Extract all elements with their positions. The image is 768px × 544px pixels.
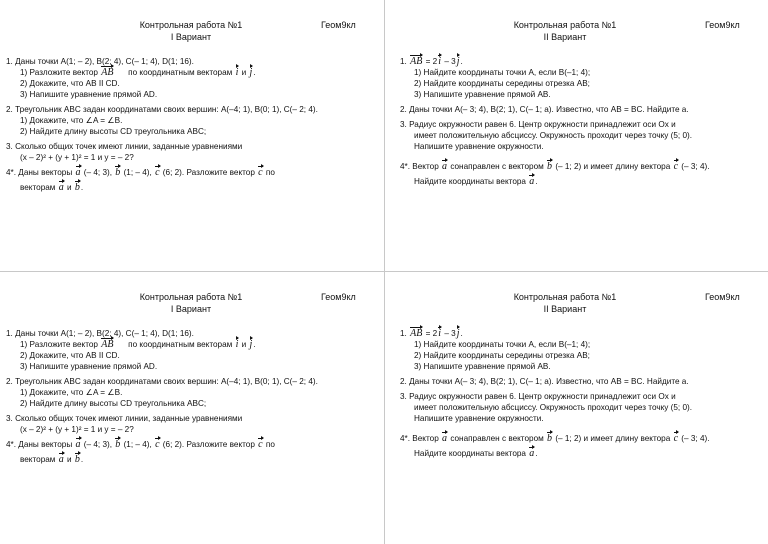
vector-ab: AB [101,67,114,78]
vector-c: c [155,167,160,178]
task-4: 4*. Даны векторы a (– 4; 3), b (1; – 4), c (6; 2). Разложите вектор c по [6,439,275,450]
card-grade: Геом9кл [321,20,356,30]
task-1-3: 3) Напишите уравнение прямой AD. [20,90,158,99]
card-title: Контрольная работа №1 [513,292,617,302]
task-2-2: 2) Найдите длину высоты CD треугольника ABC; [20,127,207,136]
card-grade: Геом9кл [321,292,356,302]
task-3: 3. Радиус окружности равен 6. Центр окружности принадлежит оси Ox и [400,120,676,129]
vector-a: a [442,161,448,172]
task-1-3: 3) Напишите уравнение прямой AD. [20,362,158,371]
vector-a: a [58,454,64,465]
card-title: Контрольная работа №1 [513,20,617,30]
task-3-eq: (x – 2)² + (y + 1)² = 1 и y = – 2? [20,425,134,434]
task-4: 4*. Вектор a сонаправлен с вектором b (– 1; 2) и имеет длину вектора c (– 3; 4). [400,433,710,444]
task-list [400,328,762,459]
vector-ab: AB [101,339,114,350]
card-variant: II Вариант [543,304,587,314]
vector-c: c [258,439,263,450]
task-2-1: 1) Докажите, что ∠A = ∠B. [20,116,123,125]
task-4-cont: Найдите координаты вектора a. [414,448,538,459]
task-2: 2. Треугольник ABC задан координатами своих вершин: A(–4; 1), B(0; 1), C(– 2; 4). [6,377,318,386]
task-1-2: 2) Докажите, что AB II CD. [20,351,120,360]
vector-j: j [249,67,253,78]
task-3: 3. Радиус окружности равен 6. Центр окружности принадлежит оси Ox и [400,392,676,401]
task-4: 4*. Вектор a сонаправлен с вектором b (– 1; 2) и имеет длину вектора c (– 3; 4). [400,161,710,172]
vector-j: j [456,56,460,67]
task-2-2: 2) Найдите длину высоты CD треугольника ABC; [20,399,207,408]
task-1-1: 1) Найдите координаты точки A, если B(–1; 4); [414,68,591,77]
vector-a: a [75,167,81,178]
vector-i: i [438,328,442,339]
task-3-line-2: имеет положительную абсциссу. Окружность проходит через точку (5; 0). [414,131,693,140]
vector-c: c [673,161,679,172]
task-1-2: 2) Найдите координаты середины отрезка AB; [414,351,590,360]
task-list [6,56,380,193]
task-3-line-3: Напишите уравнение окружности. [414,414,544,423]
card-title: Контрольная работа №1 [139,292,243,302]
task-3-line-2: имеет положительную абсциссу. Окружность проходит через точку (5; 0). [414,403,693,412]
vector-j: j [456,328,460,339]
task-3: 3. Сколько общих точек имеют линии, заданные уравнениями [6,142,243,151]
vector-ab: AB [410,328,423,339]
task-1-3: 3) Напишите уравнение прямой AB. [414,90,551,99]
card-variant-1-bottom [0,272,384,544]
task-4-cont: векторам a и b. [20,454,84,465]
vector-c: c [673,433,679,444]
task-1-2: 2) Найдите координаты середины отрезка AB; [414,79,590,88]
card-variant-2-top [384,0,768,272]
vector-b: b [547,161,553,172]
task-1-1: 1) Разложите вектор AB по координатным векторам i и j. [20,339,256,350]
vector-i: i [235,339,239,350]
task-2: 2. Даны точки A(– 3; 4), B(2; 1), C(– 1; a). Известно, что AB = BC. Найдите a. [400,105,689,114]
vector-a: a [529,176,535,187]
task-1: 1. Даны точки A(1; – 2), B(2; 4), C(– 1; 4), D(1; 16). [6,57,194,66]
task-3-line-3: Напишите уравнение окружности. [414,142,544,151]
card-variant: I Вариант [170,304,212,314]
task-1-1: 1) Разложите вектор AB по координатным векторам i и j. [20,67,256,78]
vector-a: a [442,433,448,444]
vector-c: c [155,439,160,450]
vector-i: i [235,67,239,78]
task-2: 2. Треугольник ABC задан координатами своих вершин: A(–4; 1), B(0; 1), C(– 2; 4). [6,105,318,114]
vector-b: b [115,439,121,450]
vector-b: b [74,454,80,465]
vector-c: c [258,167,263,178]
card-variant: I Вариант [170,32,212,42]
task-1: 1. AB = 2i – 3j. [400,56,463,67]
card-grade: Геом9кл [705,292,740,302]
vector-a: a [58,182,64,193]
task-4-cont: Найдите координаты вектора a. [414,176,538,187]
task-4: 4*. Даны векторы a (– 4; 3), b (1; – 4), c (6; 2). Разложите вектор c по [6,167,275,178]
card-grade: Геом9кл [705,20,740,30]
task-2: 2. Даны точки A(– 3; 4), B(2; 1), C(– 1; a). Известно, что AB = BC. Найдите a. [400,377,689,386]
vector-a: a [529,448,535,459]
task-1-1: 1) Найдите координаты точки A, если B(–1; 4); [414,340,591,349]
card-variant-1-top [0,0,384,272]
task-1-2: 2) Докажите, что AB II CD. [20,79,120,88]
vector-ab: AB [410,56,423,67]
vector-j: j [249,339,253,350]
task-list [400,56,762,187]
vector-b: b [74,182,80,193]
vector-b: b [115,167,121,178]
card-variant-2-bottom [384,272,768,544]
task-1: 1. AB = 2i – 3j. [400,328,463,339]
task-1-3: 3) Напишите уравнение прямой AB. [414,362,551,371]
card-variant: II Вариант [543,32,587,42]
task-2-1: 1) Докажите, что ∠A = ∠B. [20,388,123,397]
task-3-eq: (x – 2)² + (y + 1)² = 1 и y = – 2? [20,153,134,162]
task-3: 3. Сколько общих точек имеют линии, заданные уравнениями [6,414,243,423]
vector-i: i [438,56,442,67]
task-4-cont: векторам a и b. [20,182,84,193]
vector-a: a [75,439,81,450]
vector-b: b [547,433,553,444]
task-1: 1. Даны точки A(1; – 2), B(2; 4), C(– 1; 4), D(1; 16). [6,329,194,338]
card-title: Контрольная работа №1 [139,20,243,30]
task-list [6,328,380,465]
